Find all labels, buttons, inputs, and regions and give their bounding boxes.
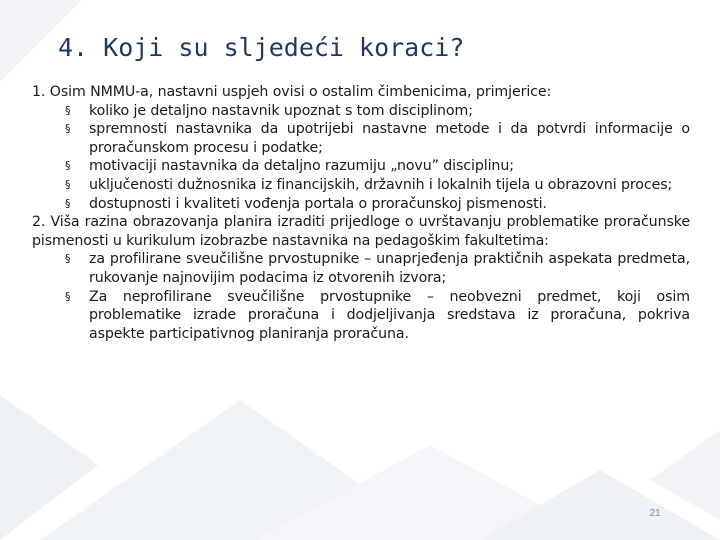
list-item-text: dostupnosti i kvaliteti vođenja portala o proračunskoj pismenosti. — [89, 195, 547, 212]
list-item — [65, 120, 690, 157]
item-1-bullet-list — [32, 102, 690, 214]
slide-content — [32, 83, 690, 343]
square-bullet-icon: § — [65, 252, 71, 266]
square-bullet-icon: § — [65, 103, 71, 117]
list-item — [65, 176, 690, 195]
list-item — [65, 195, 690, 214]
list-item — [65, 250, 690, 287]
list-item — [65, 288, 690, 344]
item-2-intro: 2. Viša razina obrazovanja planira izraditi prijedloge o uvrštavanju problematike proračunske pismenosti u kurikulum izobrazbe nastavnika na pedagoškim fakultetima: — [32, 214, 690, 249]
item-2-bullet-list — [32, 250, 690, 343]
list-item — [65, 102, 690, 121]
list-item-text: spremnosti nastavnika da upotrijebi nastavne metode i da potvrdi informacije o proračunskom procesu i podatke; — [89, 121, 690, 156]
square-bullet-icon: § — [65, 177, 71, 191]
square-bullet-icon: § — [65, 289, 71, 303]
list-item-text: Za neprofilirane sveučilišne prvostupnike – neobvezni predmet, koji osim problematike izrade proračuna i dodjeljivanja sredstava iz proračuna, pokriva aspekte participativnog planiranja proračuna. — [89, 288, 690, 342]
square-bullet-icon: § — [65, 122, 71, 136]
list-item-text: motivaciji nastavnika da detaljno razumiju „novu” disciplinu; — [89, 158, 514, 175]
item-1-intro: 1. Osim NMMU-a, nastavni uspjeh ovisi o ostalim čimbenicima, primjerice: — [32, 84, 552, 100]
list-item-text: za profilirane sveučilišne prvostupnike – unaprjeđenja praktičnih aspekata predmeta, rukovanje najnovijim podacima iz otvorenih izvora; — [89, 251, 690, 286]
list-item-text: koliko je detaljno nastavnik upoznat s tom disciplinom; — [89, 102, 473, 119]
page-number: 21 — [649, 508, 661, 519]
list-item-text: uključenosti dužnosnika iz financijskih, državnih i lokalnih tijela u obrazovni proces; — [89, 176, 673, 193]
slide-title: 4. Koji su sljedeći koraci? — [58, 33, 465, 62]
square-bullet-icon: § — [65, 159, 71, 173]
list-item — [65, 157, 690, 176]
square-bullet-icon: § — [65, 196, 71, 210]
